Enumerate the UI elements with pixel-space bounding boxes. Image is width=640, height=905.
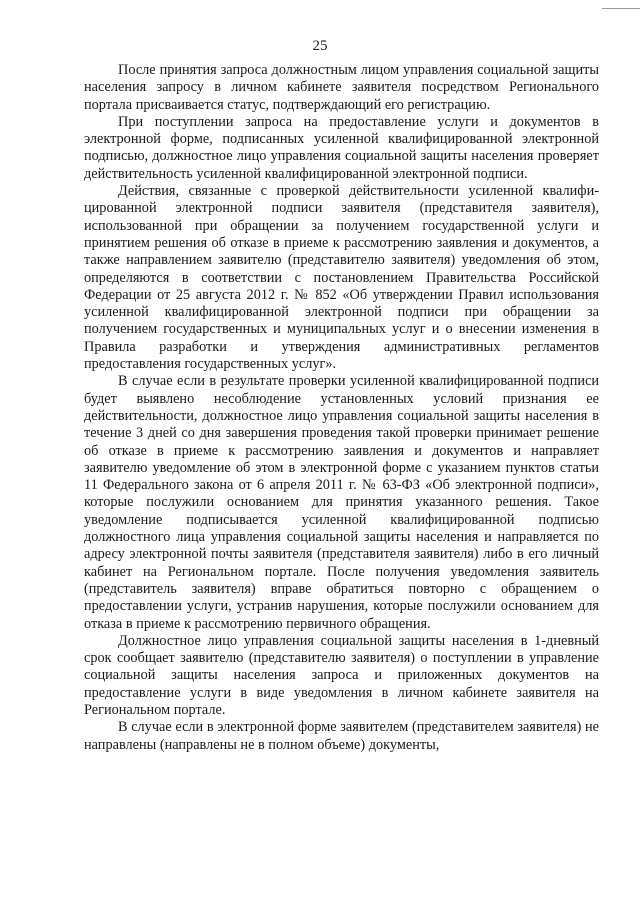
paragraph-signature-check: При поступлении запроса на предоставление услуги и документов в электронной форме, подписанных усиленной квалифицированной электронной подписью, должностное лицо управления социальной защиты населения проверяет действительность усиленной квалифицированной электронной подписи. [84, 113, 599, 182]
document-body [84, 62, 599, 754]
paragraph-receipt-notice: Должностное лицо управления социальной защиты населения в 1-дневный срок сообщает заявителю (представителю заявителя) о поступлении в управление социальной защиты населения запроса и приложенных документов на предоставление услуги в виде уведомления в личном кабинете заявителя на Региональном портале. [84, 632, 599, 718]
paragraph-refusal-notice: В случае если в результате проверки усиленной квалифицированной подписи будет выявлено несоблюдение установленных условий признания ее действительности, должностное лицо управления социальной защиты населения в течение 3 дней со дня завершения проведения такой проверки принимает решение об отказе в приеме к рассмотрению заявления и документов и направляет заявителю уведомление об этом в электронной форме с указанием пунктов статьи 11 Федерального закона от 6 апреля 2011 г. № 63-ФЗ «Об электронной подписи», которые послужили основанием для принятия указанного решения. Такое уведомление подписывается усиленной квалифицированной подписью должностного лица управления социальной защиты населения и направляется по адресу электронной почты заявителя (представителя заявителя) либо в его личный кабинет на Региональном портале. После получения уведомления заявитель (представитель заявителя) вправе обратиться повторно с обращением о предоставлении услуги, устранив нарушения, которые послужили основанием для отказа в приеме к рассмотрению первичного обращения. [84, 373, 599, 632]
paragraph-registration-status: После принятия запроса должностным лицом управления социальной защиты населения запросу в личном кабинете заявителя посредством Регионального портала присваивается статус, подтверждающий его регистрацию. [84, 62, 599, 113]
corner-mark [602, 8, 640, 9]
page-number: 25 [312, 38, 328, 54]
paragraph-signature-rules: Действия, связанные с проверкой действительности усиленной квалифицированной электронной подписи заявителя (представителя заявителя), использованной при обращении за получением государственной услуги и принятием решения об отказе в приеме к рассмотрению заявления и документов, а также направлением заявителю (представителю заявителя) уведомления об этом, определяются в соответствии с постановлением Правительства Российской Федерации от 25 августа 2012 г. № 852 «Об утверждении Правил использования усиленной квалифицированной электронной подписи при обращении за получением государственных и муниципальных услуг и о внесении изменения в Правила разработки и утверждения административных регламентов предоставления государственных услуг». [84, 183, 599, 373]
paragraph-missing-documents: В случае если в электронной форме заявителем (представителем заявителя) не направлены (направлены не в полном объеме) документы, [84, 719, 599, 753]
